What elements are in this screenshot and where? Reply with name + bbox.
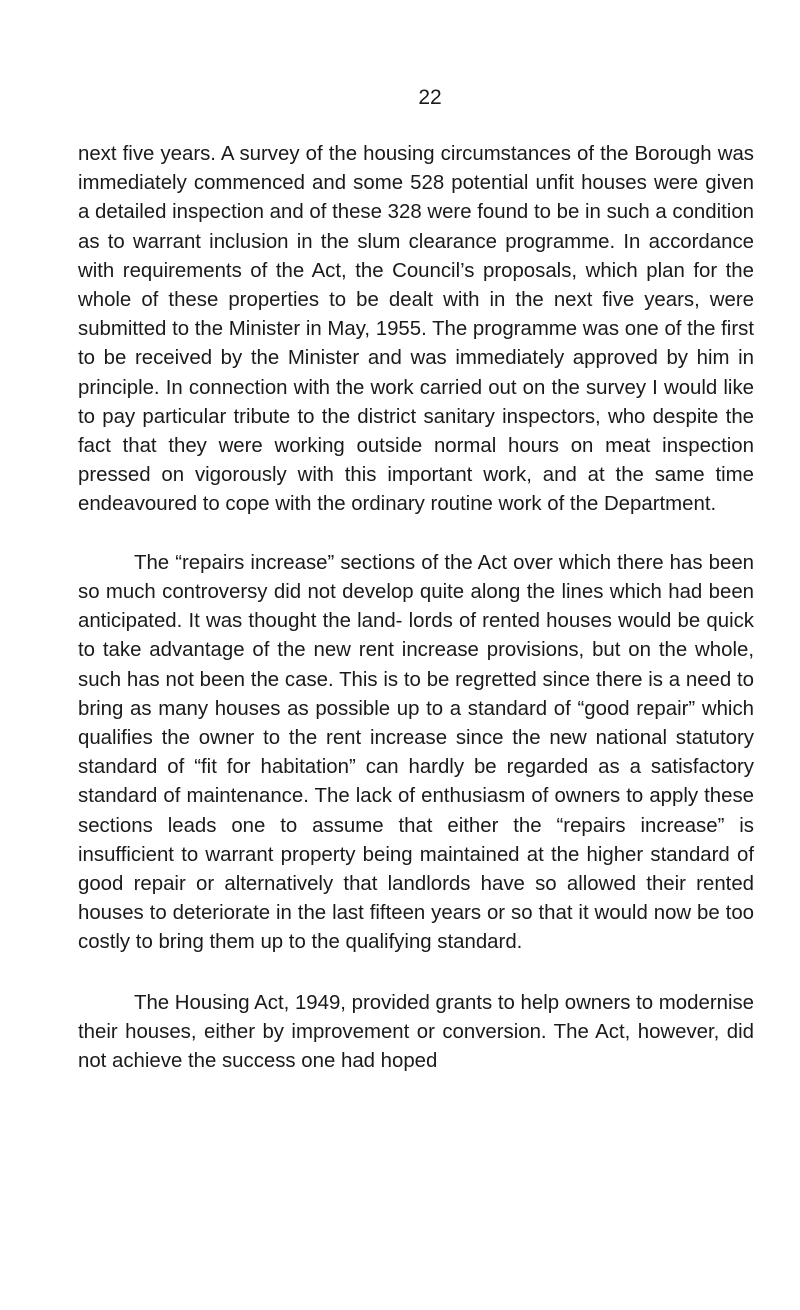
page-number: 22 — [418, 86, 442, 109]
paragraph-repairs-increase: The “repairs increase” sections of the Act over which there has been so much controversy did not develop quite along the lines which had been anticipated. It was thought the land- lords of rented houses would be quick to take advantage of the new rent increase provisions, but on the whole, such has not been the case. This is to be regretted since there is a need to bring as many houses as possible up to a standard of “good repair” which qualifies the owner to the rent increase since the new national statutory standard of “fit for habitation” can hardly be regarded as a satisfactory standard of maintenance. The lack of enthusiasm of owners to apply these sections leads one to assume that either the “repairs increase” is insufficient to warrant property being maintained at the higher standard of good repair or alternatively that landlords have so allowed their rented houses to deteriorate in the last fifteen years or so that it would now be too costly to bring them up to the qualifying standard. — [78, 551, 754, 954]
paragraph-slum-clearance: next five years. A survey of the housing circumstances of the Borough was immediately commenced and some 528 potential unfit houses were given a detailed inspection and of these 328 were found to be in such a condition as to warrant inclusion in the slum clearance programme. In accordance with requirements of the Act, the Council’s proposals, which plan for the whole of these properties to be dealt with in the next five years, were submitted to the Minister in May, 1955. The programme was one of the first to be received by the Minister and was immediately approved by him in principle. In connection with the work carried out on the survey I would like to pay particular tribute to the district sanitary inspectors, who despite the fact that they were working outside normal hours on meat inspection pressed on vigorously with this important work, and at the same time endeavoured to cope with the ordinary routine work of the Department. — [78, 143, 754, 516]
body-text — [78, 140, 754, 1076]
paragraph-housing-act-1949: The Housing Act, 1949, provided grants to help owners to modernise their houses, either by improvement or conversion. The Act, however, did not achieve the success one had hoped — [78, 991, 755, 1073]
